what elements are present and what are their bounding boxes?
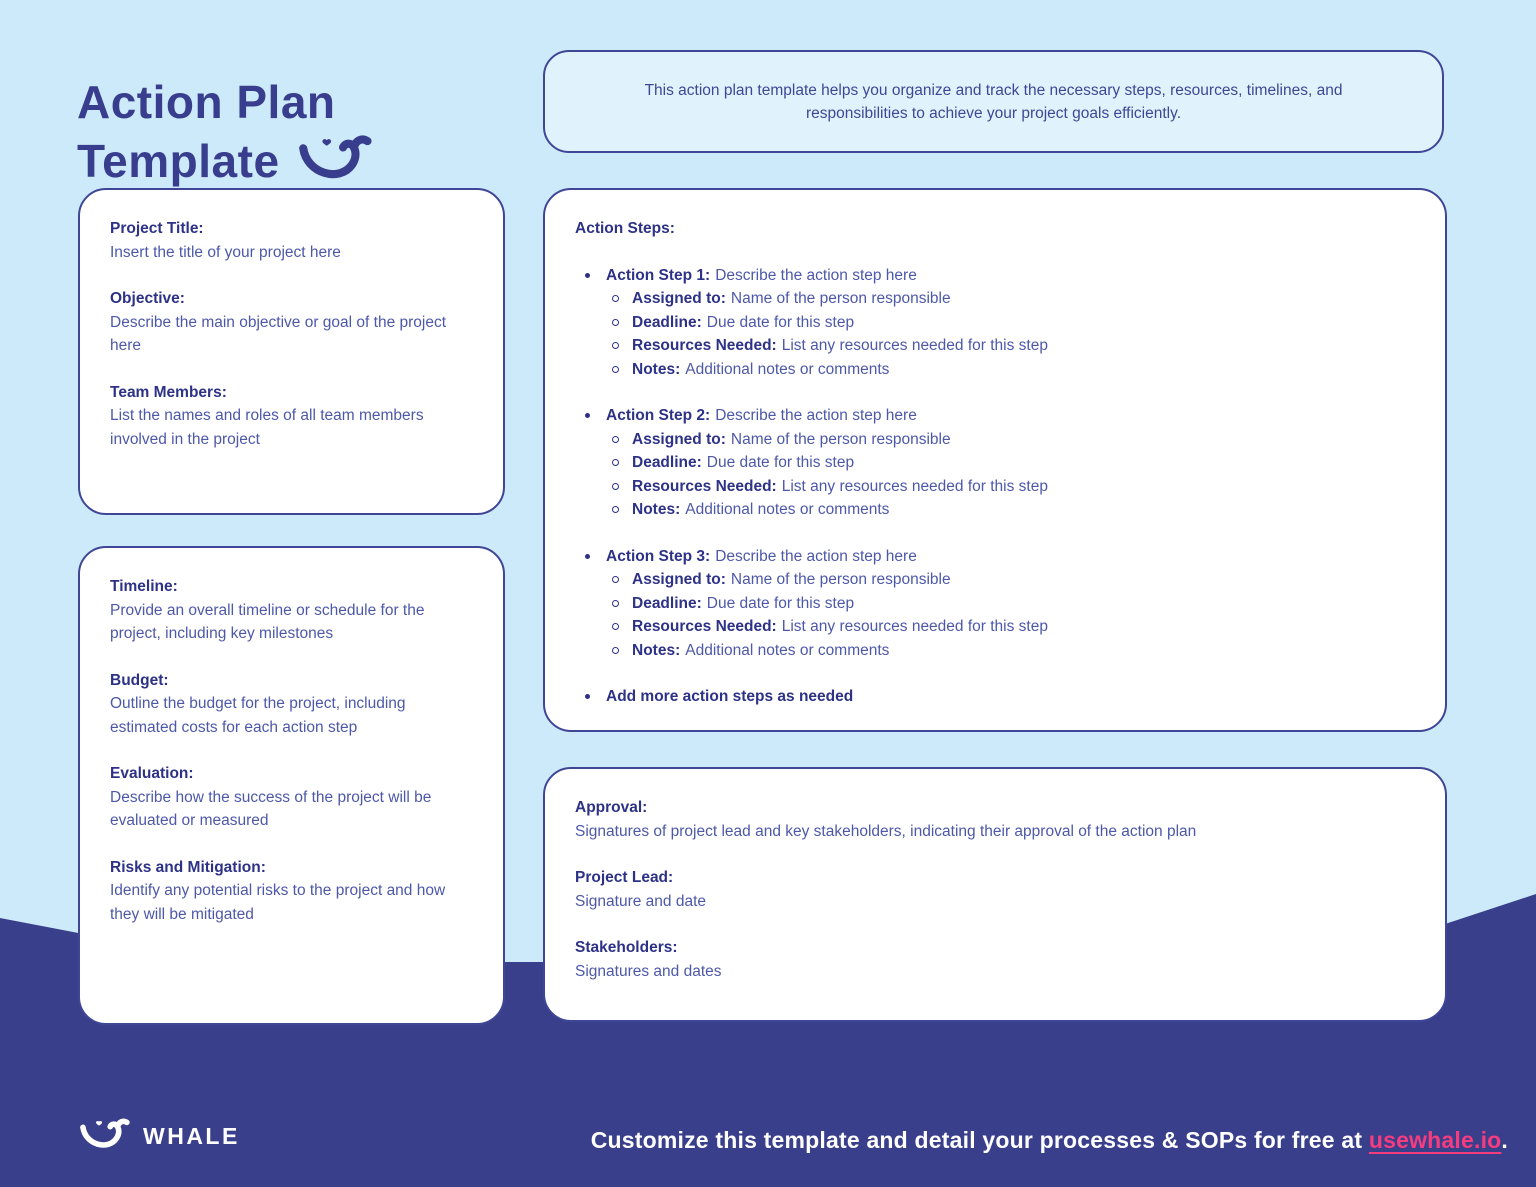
- section-heading: Timeline:: [110, 578, 178, 595]
- title-line2: Template: [77, 134, 280, 187]
- section-body: Identify any potential risks to the project and how they will be mitigated: [110, 882, 446, 923]
- step-detail: Resources Needed: List any resources needed for this step: [575, 475, 1415, 499]
- section-budget: [110, 669, 473, 740]
- section-heading: Team Members:: [110, 383, 227, 401]
- section-body: Signatures and dates: [575, 962, 722, 980]
- section-heading: Budget:: [110, 671, 169, 689]
- step-label: Action Step 3:: [606, 547, 711, 565]
- title-line1: Action Plan: [77, 75, 336, 128]
- action-step-2: [575, 404, 1415, 522]
- approval-card: [543, 767, 1447, 1022]
- bullet-ring-icon: [612, 623, 619, 630]
- bullet-dot-icon: [585, 554, 590, 559]
- whale-smile-icon: [296, 131, 372, 191]
- brand-wordmark: WHALE: [143, 1122, 240, 1149]
- step-label: Action Step 2:: [606, 407, 711, 424]
- step-desc: Describe the action step here: [715, 266, 917, 284]
- whale-smile-icon-white: [78, 1116, 130, 1156]
- section-heading: Approval:: [575, 799, 648, 816]
- section-approval: [575, 796, 1415, 843]
- section-risks: [110, 856, 473, 927]
- bullet-ring-icon: [612, 600, 619, 607]
- section-project-title: [110, 217, 473, 264]
- step-detail: Deadline: Due date for this step: [575, 451, 1415, 475]
- section-body: List the names and roles of all team members involved in the project: [110, 407, 424, 448]
- section-body: Insert the title of your project here: [110, 243, 341, 261]
- heart-icon: [322, 139, 331, 146]
- section-project-lead: [575, 866, 1415, 913]
- footer-message-text: Customize this template and detail your processes & SOPs for free at: [590, 1127, 1369, 1153]
- step-title: [575, 545, 1415, 569]
- section-evaluation: [110, 762, 473, 833]
- action-step-3: [575, 545, 1415, 663]
- step-title: [575, 264, 1415, 288]
- intro-text: This action plan template helps you organize and track the necessary steps, resources, timelines, and responsibilities to achieve your project goals efficiently.: [644, 81, 1343, 122]
- project-info-card: [78, 188, 505, 515]
- step-detail: Resources Needed: List any resources needed for this step: [575, 615, 1415, 639]
- planning-card: [78, 546, 505, 1025]
- bullet-dot-icon: [585, 413, 590, 418]
- footer-message-period: .: [1501, 1127, 1508, 1153]
- bullet-ring-icon: [612, 483, 619, 490]
- add-more-steps-note: Add more action steps as needed: [575, 685, 1415, 709]
- section-body: Provide an overall timeline or schedule for the project, including key milestones: [110, 601, 425, 642]
- section-heading: Objective:: [110, 290, 185, 307]
- section-heading: Project Title:: [110, 220, 204, 237]
- section-body: Describe how the success of the project will be evaluated or measured: [110, 788, 432, 829]
- step-detail: Assigned to: Name of the person responsible: [575, 568, 1415, 592]
- bullet-ring-icon: [612, 366, 619, 373]
- bullet-ring-icon: [612, 342, 619, 349]
- step-detail: Assigned to: Name of the person responsible: [575, 287, 1415, 311]
- step-detail: Resources Needed: List any resources needed for this step: [575, 334, 1415, 358]
- bullet-ring-icon: [612, 319, 619, 326]
- section-body: Signatures of project lead and key stakeholders, indicating their approval of the action plan: [575, 822, 1197, 840]
- section-stakeholders: [575, 936, 1415, 983]
- section-body: Describe the main objective or goal of the project here: [110, 313, 447, 354]
- section-objective: [110, 287, 473, 358]
- heart-icon: [96, 1121, 102, 1126]
- bullet-dot-icon: [585, 273, 590, 278]
- usewhale-link[interactable]: usewhale.io: [1368, 1127, 1502, 1153]
- action-steps-card: [543, 188, 1447, 732]
- action-step-1: [575, 264, 1415, 382]
- action-steps-heading: Action Steps:: [575, 220, 675, 237]
- step-desc: Describe the action step here: [715, 547, 917, 565]
- intro-box: [543, 50, 1444, 153]
- bullet-ring-icon: [612, 576, 619, 583]
- section-team-members: [110, 381, 473, 452]
- step-label: Action Step 1:: [606, 266, 711, 284]
- section-body: Signature and date: [575, 892, 706, 910]
- step-desc: Describe the action step here: [715, 407, 917, 424]
- section-heading: Project Lead:: [575, 869, 674, 886]
- page-title: [77, 73, 372, 191]
- footer-message: [591, 1127, 1508, 1154]
- bullet-ring-icon: [612, 506, 619, 513]
- section-timeline: [110, 575, 473, 646]
- bullet-dot-icon: [585, 694, 590, 699]
- section-heading: Risks and Mitigation:: [110, 858, 266, 876]
- whale-logo: [78, 1116, 240, 1156]
- step-title: [575, 404, 1415, 428]
- section-heading: Evaluation:: [110, 765, 194, 782]
- step-detail: Deadline: Due date for this step: [575, 311, 1415, 335]
- section-body: Outline the budget for the project, including estimated costs for each action step: [110, 695, 406, 736]
- bullet-ring-icon: [612, 459, 619, 466]
- section-heading: Stakeholders:: [575, 939, 678, 956]
- step-detail: Assigned to: Name of the person responsible: [575, 428, 1415, 452]
- bullet-ring-icon: [612, 647, 619, 654]
- step-detail: Notes: Additional notes or comments: [575, 639, 1415, 663]
- step-detail: Notes: Additional notes or comments: [575, 498, 1415, 522]
- step-detail: Deadline: Due date for this step: [575, 592, 1415, 616]
- bullet-ring-icon: [612, 436, 619, 443]
- step-detail: Notes: Additional notes or comments: [575, 358, 1415, 382]
- bullet-ring-icon: [612, 295, 619, 302]
